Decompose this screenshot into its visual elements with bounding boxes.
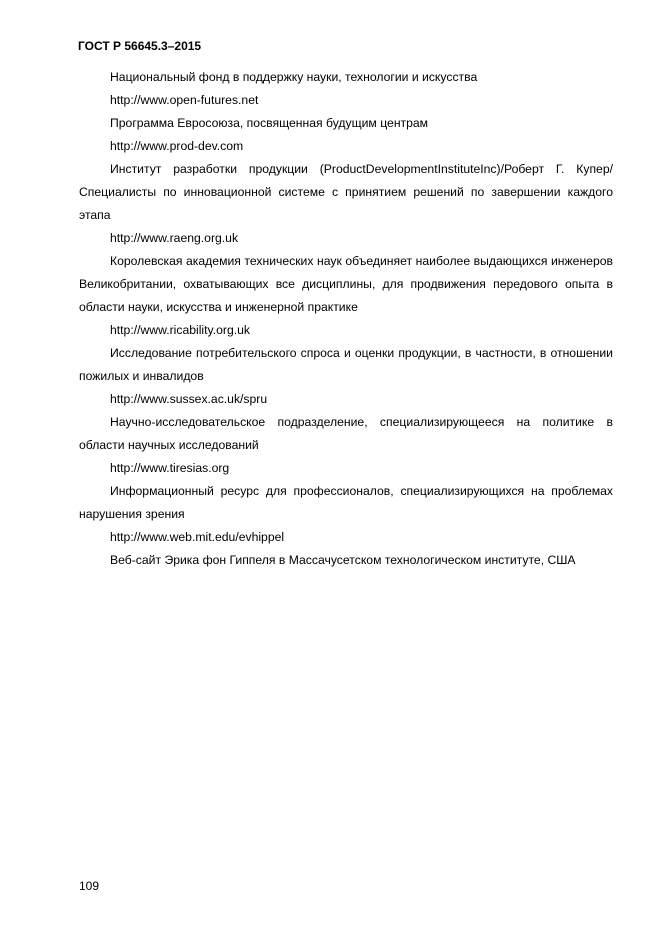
reference-url: http://www.sussex.ac.uk/spru — [110, 392, 268, 406]
reference-description: Научно-исследовательское подразделение, специализирующееся на политике в области научных исследований — [79, 415, 613, 452]
reference-description: Институт разработки продукции (ProductDevelopmentInstituteInc)/Роберт Г. Купер/Специалисты по инновационной системе с принятием решений по завершении каждого этапа — [79, 162, 613, 222]
reference-url: http://www.open-futures.net — [110, 93, 259, 107]
page-number: 109 — [79, 879, 100, 893]
reference-description: Исследование потребительского спроса и оценки продукции, в частности, в отношении пожилых и инвалидов — [79, 346, 613, 383]
reference-list — [79, 66, 613, 572]
reference-url: http://www.raeng.org.uk — [110, 231, 239, 245]
reference-description: Национальный фонд в поддержку науки, технологии и искусства — [110, 70, 478, 84]
reference-url: http://www.ricability.org.uk — [110, 323, 250, 337]
reference-description: Программа Евросоюза, посвященная будущим центрам — [110, 116, 429, 130]
reference-description: Королевская академия технических наук объединяет наиболее выдающихся инженеров Великобритании, охватывающих все дисциплины, для продвижения передового опыта в области науки, искусства и инженерной практике — [79, 254, 613, 314]
reference-description: Веб-сайт Эрика фон Гиппеля в Массачусетском технологическом институте, США — [110, 553, 576, 567]
reference-url: http://www.web.mit.edu/evhippel — [110, 530, 285, 544]
reference-url: http://www.prod-dev.com — [110, 139, 244, 153]
document-header: ГОСТ Р 56645.3–2015 — [78, 39, 202, 53]
reference-url: http://www.tiresias.org — [110, 461, 230, 475]
reference-description: Информационный ресурс для профессионалов, специализирующихся на проблемах нарушения зрения — [79, 484, 613, 521]
